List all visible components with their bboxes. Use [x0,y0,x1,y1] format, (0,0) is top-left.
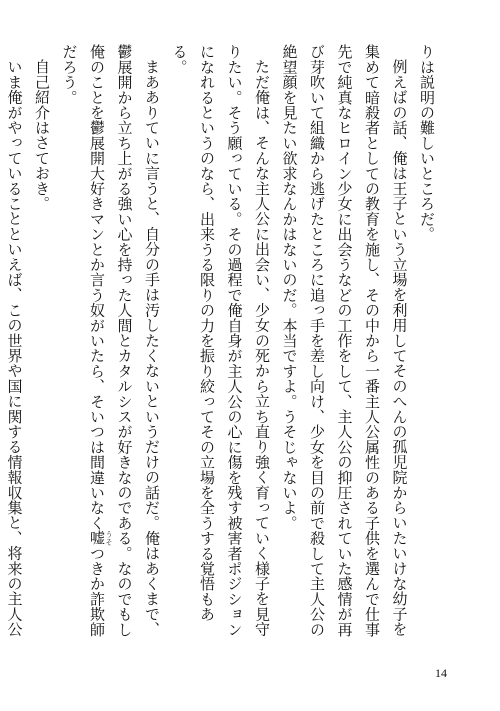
paragraph: ただ俺は、そんな主人公に出会い、少女の死から立ち直り強く育っていく様子を見守りたい。そう願っている。その過程で俺自身が主人公の心に傷を残す被害者ポジションになれるというのなら、出来うる限りの力を振り絞ってその立場を全うする覚悟もある。 [170,44,271,637]
paragraph-text: つきか詐欺師だろう。 [60,44,106,637]
paragraph: 例えばの話、俺は王子という立場を利用してそのへんの孤児院からいたいけな幼子を集めて暗殺者としての教育を施し、その中から一番主人公属性のある子供を選んで仕事先で純真なヒロイン少女に出会うなどの工作をして、主人公の抑圧されていた感情が再び芽吹いて組織から逃げたところに追っ手を差し向け、少女を目の前で殺して主人公の絶望顔を見たい欲求なんかはないのだ。本当ですよ。うそじゃないよ。 [280,44,409,637]
page-number: 14 [435,666,447,680]
paragraph-text: まあありていに言うと、自分の手は汚したくないというだけの話だ。俺はあくまで、鬱展開から立ち上がる強い心を持った人間とカタルシスが好きなのである。なのでもし俺のことを鬱展開大好きマンとか言う奴がいたら、そいつは間違いなく [88,44,161,637]
paragraph: 自己紹介はさておき。 [33,59,51,211]
ruby-annotation [88,530,113,546]
ruby-reading: うそ [105,530,113,546]
paragraph: りは説明の難しいところだ。 [418,44,436,242]
ruby-base: 嘘 [88,530,106,546]
vertical-text-body [5,44,440,640]
paragraph [55,44,165,640]
paragraph: いま俺がやっていることといえば、この世界や国に関する情報収集と、将来の主人公 [5,59,24,637]
